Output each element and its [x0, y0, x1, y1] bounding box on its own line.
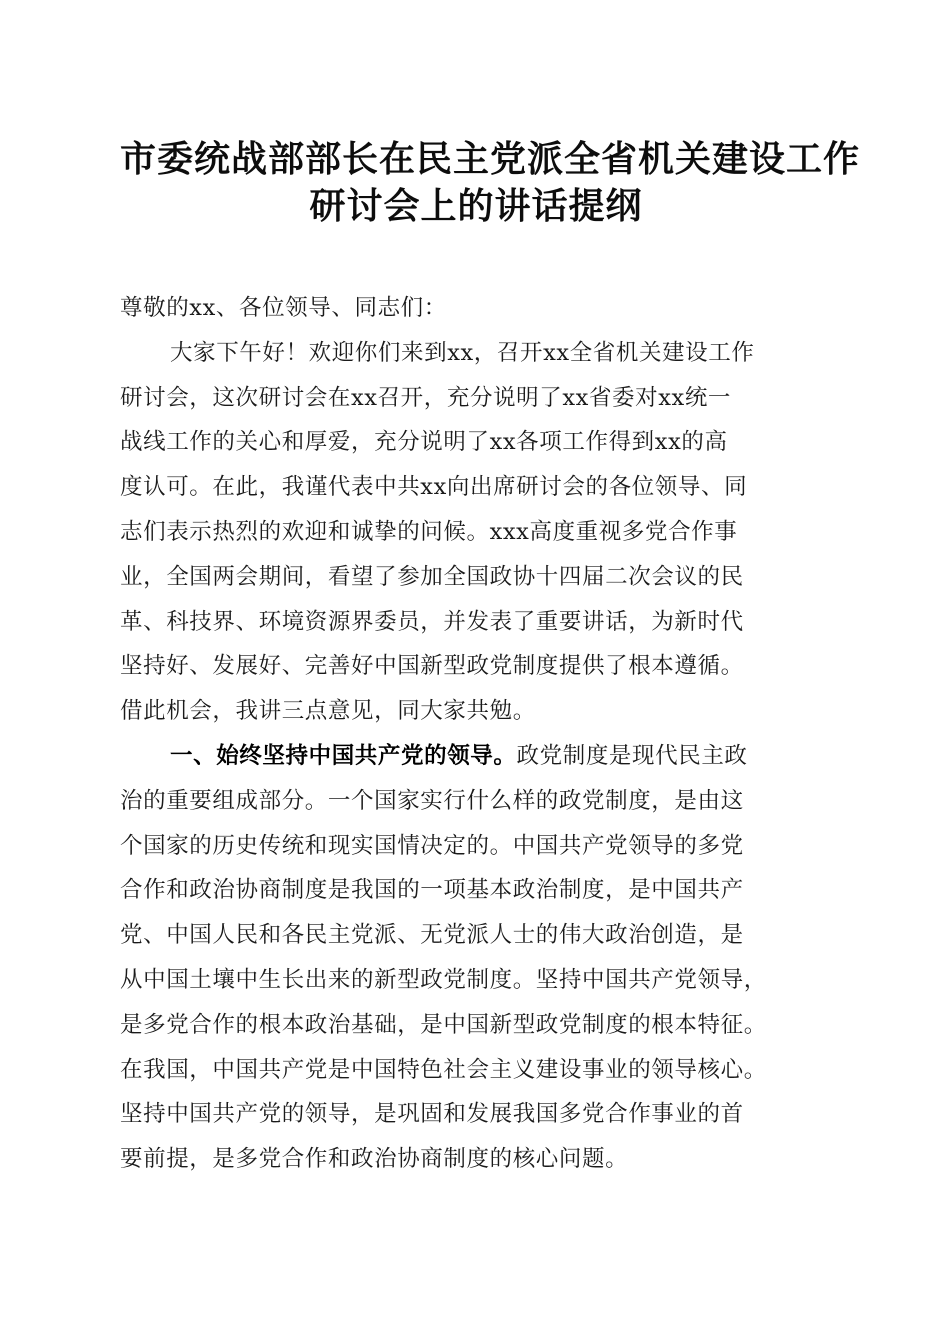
- paragraph-line: 合作和政治协商制度是我国的一项基本政治制度，是中国共产: [120, 877, 744, 904]
- title-line-1: 市委统战部部长在民主党派全省机关建设工作: [120, 138, 861, 180]
- paragraph-line: 志们表示热烈的欢迎和诚挚的问候。xxx高度重视多党合作事: [120, 518, 738, 545]
- section-1-heading: 一、始终坚持中国共产党的领导。: [170, 742, 517, 769]
- paragraph-line: 度认可。在此，我谨代表中共xx向出席研讨会的各位领导、同: [120, 474, 748, 501]
- paragraph-line: 党、中国人民和各民主党派、无党派人士的伟大政治创造，是: [120, 922, 744, 949]
- document-body: [120, 286, 832, 1182]
- paragraph-line: 借此机会，我讲三点意见，同大家共勉。: [120, 698, 536, 725]
- section-1-first-line: [120, 734, 832, 779]
- paragraph-line: 从中国土壤中生长出来的新型政党制度。坚持中国共产党领导，: [120, 966, 767, 993]
- section-1: [120, 734, 832, 1182]
- paragraph-line: 战线工作的关心和厚爱，充分说明了xx各项工作得到xx的高: [120, 429, 728, 456]
- paragraph-line: 治的重要组成部分。一个国家实行什么样的政党制度，是由这: [120, 787, 744, 814]
- paragraph-line: 在我国，中国共产党是中国特色社会主义建设事业的领导核心。: [120, 1056, 767, 1083]
- title-line-2: 研讨会上的讲话提纲: [309, 185, 643, 227]
- paragraph-line: 坚持好、发展好、完善好中国新型政党制度提供了根本遵循。: [120, 653, 744, 680]
- paragraph-line: 大家下午好！欢迎你们来到xx，召开xx全省机关建设工作: [170, 339, 755, 366]
- paragraph-line: 是多党合作的根本政治基础，是中国新型政党制度的根本特征。: [120, 1011, 767, 1038]
- paragraph-opening: [120, 331, 832, 734]
- paragraph-line: 坚持中国共产党的领导，是巩固和发展我国多党合作事业的首: [120, 1101, 744, 1128]
- paragraph-line: 业，全国两会期间，看望了参加全国政协十四届二次会议的民: [120, 563, 744, 590]
- paragraph-line: 要前提，是多党合作和政治协商制度的核心问题。: [120, 1146, 629, 1173]
- greeting: 尊敬的xx、各位领导、同志们：: [120, 295, 447, 321]
- paragraph-line: 个国家的历史传统和现实国情决定的。中国共产党领导的多党: [120, 832, 744, 859]
- paragraph-line: 革、科技界、环境资源界委员，并发表了重要讲话，为新时代: [120, 608, 744, 635]
- section-1-first-text: 政党制度是现代民主政: [516, 742, 748, 769]
- paragraph-line: 研讨会，这次研讨会在xx召开，充分说明了xx省委对xx统一: [120, 384, 732, 411]
- document-title: [120, 136, 861, 230]
